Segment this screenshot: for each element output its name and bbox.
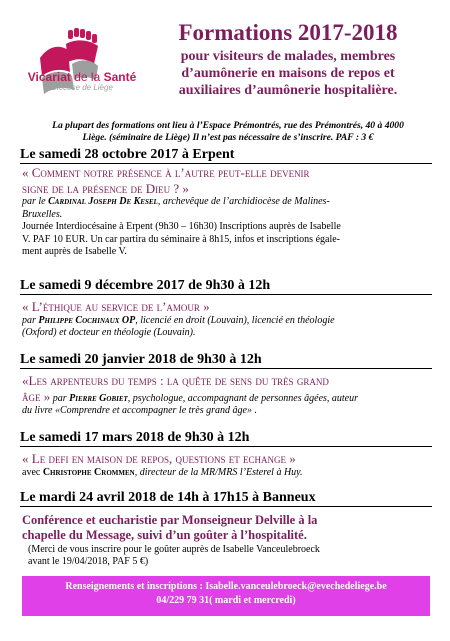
session-4-heading: Le samedi 17 mars 2018 de 9h30 à 12h xyxy=(20,430,432,447)
session-3-heading: Le samedi 20 janvier 2018 de 9h30 à 12h xyxy=(20,352,432,369)
session-2-speaker: par Philippe Cochinaux OP, licencié en droit (Louvain), licencié en théologie (Oxford) et docteur en théologie (Louvain). xyxy=(22,314,335,339)
session-3-talk-title-end: âge » xyxy=(22,388,51,404)
session-5-description: Conférence et eucharistie par Monseigneur Delville à la chapelle du Message, suivi d’un goûter à l’hospitalité. xyxy=(22,513,318,543)
vicariat-logo-icon xyxy=(30,28,130,110)
contact-footer xyxy=(22,576,430,616)
session-3-talk-title: «Les arpenteurs du temps : la quête de sens du très grand xyxy=(22,373,329,388)
session-3-body xyxy=(22,373,432,418)
session-4-talk-title: « Le defi en maison de repos, questions et echange » xyxy=(22,451,296,466)
session-1-talk-title: « Comment notre présence à l’autre peut-elle devenir signe de la présence de Dieu ? » xyxy=(22,165,310,196)
session-4-speaker: avec Christophe Crommen, directeur de la MR/MRS l’Esterel à Huy. xyxy=(22,466,303,478)
session-5-note: (Merci de vous inscrire pour le goûter auprès de Isabelle Vanceulebroeck avant le 19/04/2018, PAF 5 €) xyxy=(28,543,320,567)
intro-text: La plupart des formations ont lieu à l’Espace Prémontrés, rue des Prémontrés, 40 à 4000 Liège. (séminaire de Liège) Il n’est pas nécessaire de s’inscrire. PAF : 3 € xyxy=(52,120,404,144)
contact-phone: 04/229 79 31( mardi et mercredi) xyxy=(156,594,296,606)
session-5-heading: Le mardi 24 avril 2018 de 14h à 17h15 à Banneux xyxy=(20,490,432,507)
contact-line[interactable]: Renseignements et inscriptions : Isabelle.vanceulebroeck@evechedeliege.be xyxy=(65,581,387,592)
page-subtitle: pour visiteurs de malades, membres d’aumônerie en maisons de repos et auxiliaires d’aumônerie hospitalière. xyxy=(178,49,398,99)
session-1-heading: Le samedi 28 octobre 2017 à Erpent xyxy=(20,147,432,164)
session-2-heading: Le samedi 9 décembre 2017 de 9h30 à 12h xyxy=(20,278,432,295)
session-3-speaker: âge » par Pierre Gobiet, psychologue, accompagnant de personnes âgées, auteur du livre «Comprendre et accompagner le très grand âge» . xyxy=(22,388,359,417)
session-1-info: Journée Interdiocésaine à Erpent (9h30 – 16h30) Inscriptions auprès de Isabelle V. PAF 10 EUR. Un car partira du séminaire à 8h15, infos et inscriptions égale- ment auprès de Isabelle V. xyxy=(22,221,341,258)
session-1-speaker: par le Cardinal Joseph De Kesel, archevêque de l’archidiocèse de Malines- Bruxelles. xyxy=(22,196,330,220)
logo-name: Vicariat de la Santé xyxy=(27,70,137,84)
session-5-body xyxy=(22,513,432,569)
session-2-body xyxy=(22,299,432,340)
session-2-talk-title: « L’éthique au service de l’amour » xyxy=(22,299,210,314)
logo-text xyxy=(26,71,138,92)
page-title: Formations 2017-2018 xyxy=(178,20,398,45)
logo-diocese: Diocèse de Liège xyxy=(51,83,113,92)
session-1-body xyxy=(22,165,432,259)
session-4-body xyxy=(22,451,432,479)
